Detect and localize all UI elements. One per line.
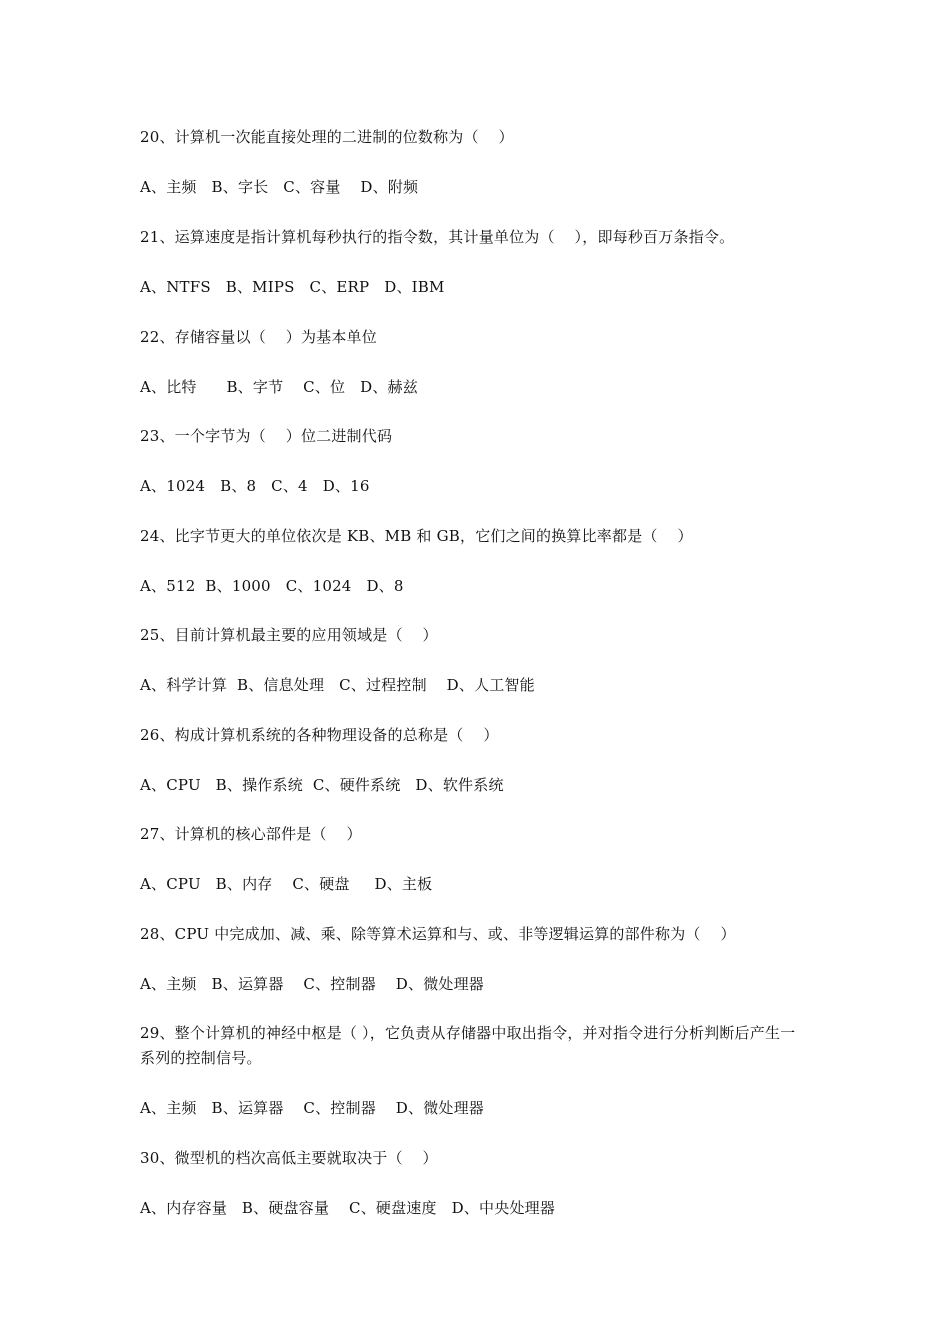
question-25-text: 25、目前计算机最主要的应用领域是（ ） [140,626,438,644]
question-25-options: A、科学计算 B、信息处理 C、过程控制 D、人工智能 [140,676,535,694]
question-20-text: 20、计算机一次能直接处理的二进制的位数称为（ ） [140,128,514,146]
question-30-options: A、内存容量 B、硬盘容量 C、硬盘速度 D、中央处理器 [140,1199,556,1217]
question-22-text: 22、存储容量以（ ）为基本单位 [140,328,377,346]
question-24-text: 24、比字节更大的单位依次是 KB、MB 和 GB，它们之间的换算比率都是（ ） [140,527,693,545]
question-30-text: 30、微型机的档次高低主要就取决于（ ） [140,1149,438,1167]
question-26-options: A、CPU B、操作系统 C、硬件系统 D、软件系统 [140,776,504,794]
question-28-text: 28、CPU 中完成加、减、乘、除等算术运算和与、或、非等逻辑运算的部件称为（ ） [140,925,736,943]
question-20-options: A、主频 B、字长 C、容量 D、附频 [140,178,419,196]
question-27-options: A、CPU B、内存 C、硬盘 D、主板 [140,875,433,893]
question-26-text: 26、构成计算机系统的各种物理设备的总称是（ ） [140,726,499,744]
question-29-text: 29、整个计算机的神经中枢是（ ），它负责从存储器中取出指令，并对指令进行分析判断后产生一系列的控制信号。 [140,1024,796,1067]
question-23-options: A、1024 B、8 C、4 D、16 [140,477,370,495]
question-22-options: A、比特 B、字节 C、位 D、赫兹 [140,378,418,396]
question-21-options: A、NTFS B、MIPS C、ERP D、IBM [140,278,445,296]
question-21-text: 21、运算速度是指计算机每秒执行的指令数，其计量单位为（ ），即每秒百万条指令。 [140,228,735,246]
question-29-options: A、主频 B、运算器 C、控制器 D、微处理器 [140,1099,485,1117]
question-24-options: A、512 B、1000 C、1024 D、8 [140,577,404,595]
question-28-options: A、主频 B、运算器 C、控制器 D、微处理器 [140,975,485,993]
question-27-text: 27、计算机的核心部件是（ ） [140,825,362,843]
question-23-text: 23、一个字节为（ ）位二进制代码 [140,427,393,445]
